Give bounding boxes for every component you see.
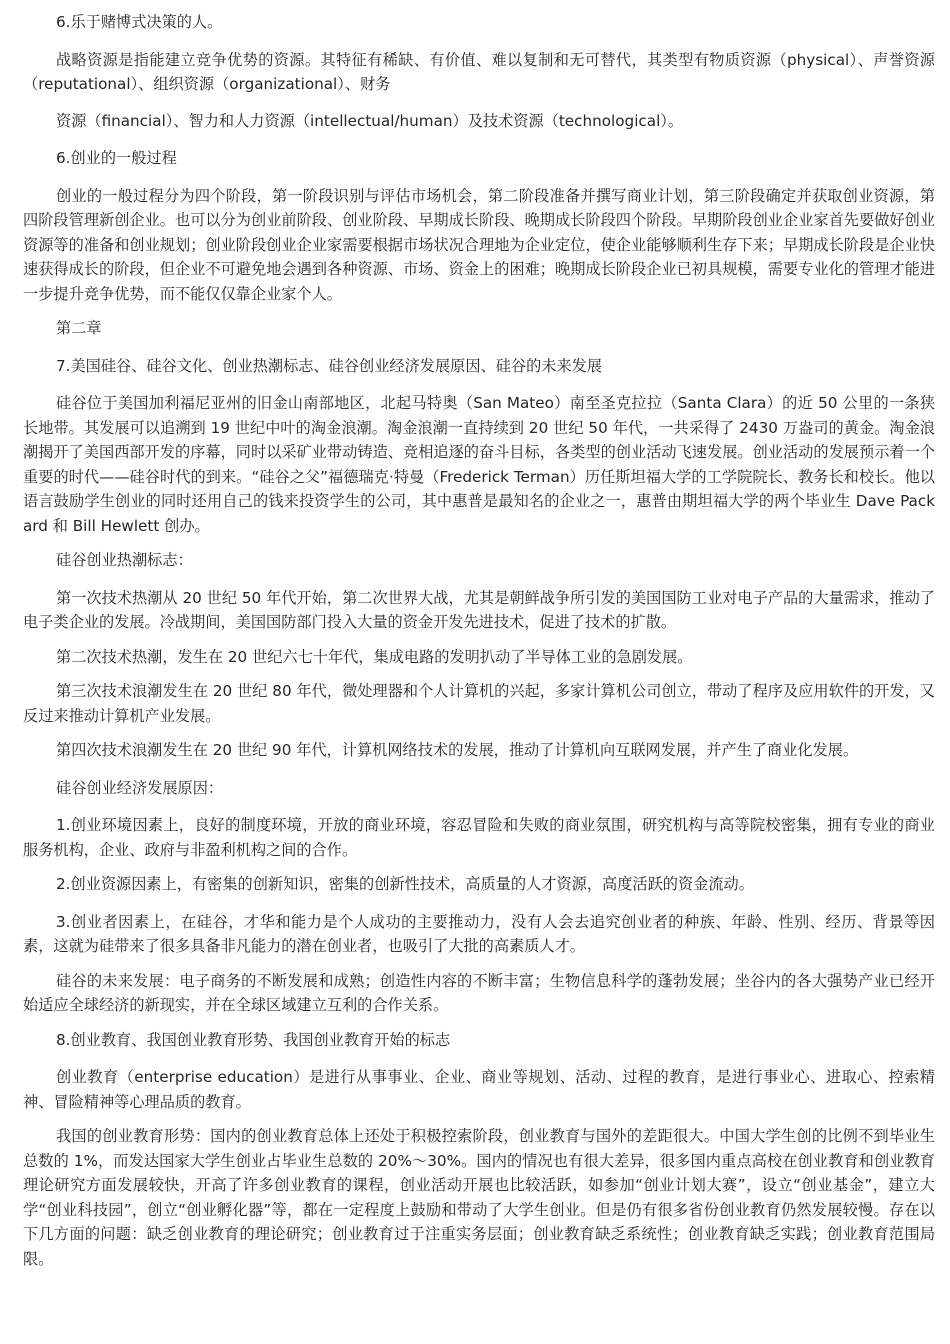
- paragraph-21: 我国的创业教育形势：国内的创业教育总体上还处于积极控索阶段，创业教育与国外的差距很大。中国大学生创的比例不到毕业生总数的 1%，而发达国家大学生创业占毕业生总数的 20%～30%。国内的情况也有很大差异，很多国内重点高校在创业教育和创业教育理论研究方面发展较快，开高了许多创业教育的课程，创业活动开展也比较活跃，如参加“创业计划大赛”，设立“创业基金”，建立大学“创业科技园”，创立“创业孵化器”等，都在一定程度上鼓励和带动了大学生创业。但是仍有很多省份创业教育仍然发展较慢。存在以下几方面的问题：缺乏创业教育的理论研究；创业教育过于注重实务层面；创业教育缺乏系统性；创业教育缺乏实践；创业教育范围局限。: [23, 1127, 935, 1268]
- paragraph-20: 创业教育（enterprise education）是进行从事事业、企业、商业等规划、活动、过程的教育，是进行事业心、进取心、控索精神、冒险精神等心理品质的教育。: [23, 1068, 935, 1111]
- paragraph-12: 第三次技术浪潮发生在 20 世纪 80 年代，微处理器和个人计算机的兴起，多家计算机公司创立，带动了程序及应用软件的开发，又反过来推动计算机产业发展。: [23, 682, 935, 725]
- section-heading-8: 8.创业教育、我国创业教育形势、我国创业教育开始的标志: [56, 1030, 451, 1049]
- document-page: [23, 10, 935, 1281]
- paragraph-16: 2.创业资源因素上，有密集的创新知识，密集的创新性技术，高质量的人才资源，高度活跃的资金流动。: [56, 875, 754, 893]
- paragraph-17: 3.创业者因素上，在硅谷，才华和能力是个人成功的主要推动力，没有人会去追究创业者的种族、年龄、性别、经历、背景等因素，这就为硅带来了很多具备非凡能力的潜在创业者，也吸引了大批的高素质人才。: [23, 912, 935, 955]
- paragraph-2: 战略资源是指能建立竞争优势的资源。其特征有稀缺、有价值、难以复制和无可替代，其类型有物质资源（physical）、声誉资源（reputational）、组织资源（organizational）、财务: [23, 50, 935, 93]
- paragraph-9: 硅谷创业热潮标志：: [56, 551, 193, 569]
- paragraph-1: 6.乐于赌博式决策的人。: [56, 13, 223, 31]
- paragraph-3: 资源（financial）、智力和人力资源（intellectual/human）及技术资源（technological）。: [56, 111, 684, 130]
- paragraph-18: 硅谷的未来发展：电子商务的不断发展和成熟；创造性内容的不断丰富；生物信息科学的蓬勃发展；坐谷内的各大强势产业已经开始适应全球经济的新现实，并在全球区域建立互利的合作关系。: [23, 971, 935, 1014]
- section-heading-7: 7.美国硅谷、硅谷文化、创业热潮标志、硅谷创业经济发展原因、硅谷的未来发展: [56, 356, 603, 375]
- paragraph-10: 第一次技术热潮从 20 世纪 50 年代开始，第二次世界大战，尤其是朝鲜战争所引发的美国国防工业对电子产品的大量需求，推动了电子类企业的发展。冷战期间，美国国防部门投入大量的资金开发先进技术，促进了技术的扩散。: [23, 588, 935, 631]
- paragraph-8: 硅谷位于美国加利福尼亚州的旧金山南部地区，北起马特奥（San Mateo）南至圣克拉拉（Santa Clara）的近 50 公里的一条狭长地带。其发展可以追溯到 19 世纪中叶的淘金浪潮。淘金浪潮一直持续到 20 世纪 50 年代，一共采得了 2430 万盎司的黄金。淘金浪潮揭开了美国西部开发的序幕，同时以采矿业带动铸造、竞相追逐的奋斗目标，各类型的创业活动飞速发展。创业活动的发展预示着一个重要的时代——硅谷时代的到来。“硅谷之父”福德瑞克·特曼（Frederick Terman）历任斯坦福大学的工学院院长、教务长和校长。他以语言鼓励学生创业的同时还用自己的钱来投资学生的公司，其中惠普是最知名的企业之一，惠普由期坦福大学的两个毕业生 Dave Packard 和 Bill Hewlett 创办。: [23, 394, 935, 535]
- paragraph-15: 1.创业环境因素上，良好的制度环境，开放的商业环境，容忍冒险和失败的商业氛围，研究机构与高等院校密集，拥有专业的商业服务机构，企业、政府与非盈利机构之间的合作。: [23, 816, 935, 859]
- chapter-heading: 第二章: [56, 319, 102, 337]
- paragraph-5: 创业的一般过程分为四个阶段，第一阶段识别与评估市场机会，第二阶段准备并撰写商业计划，第三阶段确定并获取创业资源，第四阶段管理新创企业。也可以分为创业前阶段、创业阶段、早期成长阶段、晚期成长阶段四个阶段。早期阶段创业企业家首先要做好创业资源等的准备和创业规划；创业阶段创业企业家需要根据市场状况合理地为企业定位，使企业能够顺利生存下来；早期成长阶段是企业快速获得成长的阶段，但企业不可避免地会遇到各种资源、市场、资金上的困难；晚期成长阶段企业已初具规模，需要专业化的管理才能进一步提升竞争优势，而不能仅仅靠企业家个人。: [23, 186, 935, 303]
- paragraph-13: 第四次技术浪潮发生在 20 世纪 90 年代，计算机网络技术的发展，推动了计算机向互联网发展，并产生了商业化发展。: [56, 741, 859, 759]
- paragraph-14: 硅谷创业经济发展原因：: [56, 778, 224, 797]
- paragraph-11: 第二次技术热潮，发生在 20 世纪六七十年代，集成电路的发明扒动了半导体工业的急剧发展。: [56, 647, 693, 666]
- section-heading-6: 6.创业的一般过程: [56, 149, 177, 167]
